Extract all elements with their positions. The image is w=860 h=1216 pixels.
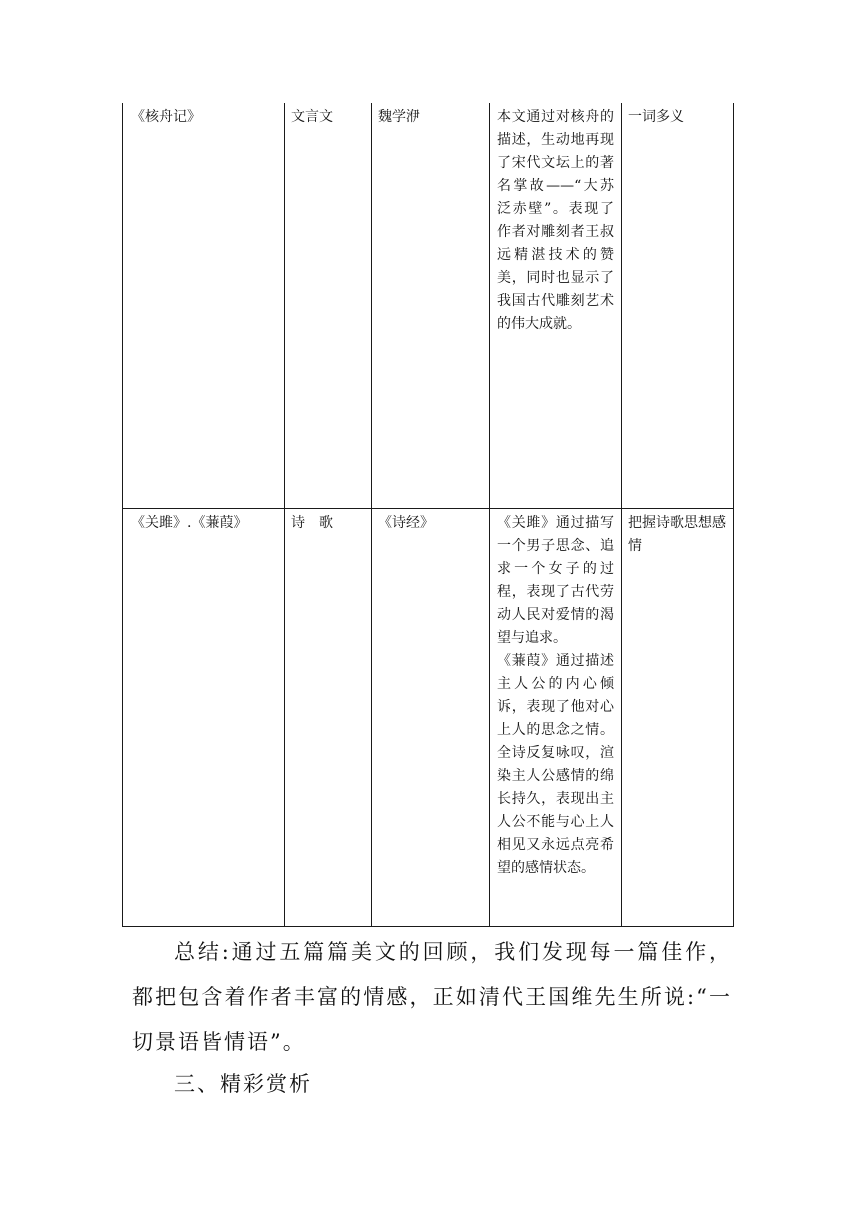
genre-cell: 文言文 (285, 103, 372, 508)
section-heading: 三、精彩赏析 (174, 1072, 312, 1096)
focus-cell: 一词多义 (622, 103, 734, 508)
summary-text: 本文通过对核舟的描述，生动地再现了宋代文坛上的著名掌故——“大苏泛赤壁”。表现了作者对雕刻者王叔远精湛技术的赞美，同时也显示了我国古代雕刻艺术的伟大成就。 (497, 109, 614, 332)
genre-cell: 诗 歌 (285, 508, 372, 926)
summary-text: 《蒹葭》通过描述主人公的内心倾诉，表现了他对心上人的思念之情。全诗反复咏叹，渲染主人公感情的绵长持久，表现出主人公不能与心上人相见又永远点亮希望的感情状态。 (497, 652, 614, 876)
title-cell: 《关雎》.《蒹葭》 (123, 508, 285, 926)
author-cell: 魏学洢 (372, 103, 490, 508)
table-row (123, 508, 734, 926)
summary-text: 《关雎》通过描写一个男子思念、追求一个女子的过程，表现了古代劳动人民对爱情的渴望与追求。 (497, 514, 614, 646)
summary-cell (490, 103, 622, 508)
summary-paragraph: 总结:通过五篇篇美文的回顾，我们发现每一篇佳作，都把包含着作者丰富的情感，正如清代王国维先生所说:“一切景语皆情语”。 (132, 940, 732, 1054)
author-cell: 《诗经》 (372, 508, 490, 926)
summary-cell (490, 508, 622, 926)
table-row (123, 103, 734, 508)
review-table (122, 103, 734, 927)
focus-cell: 把握诗歌思想感情 (622, 508, 734, 926)
title-cell: 《核舟记》 (123, 103, 285, 508)
